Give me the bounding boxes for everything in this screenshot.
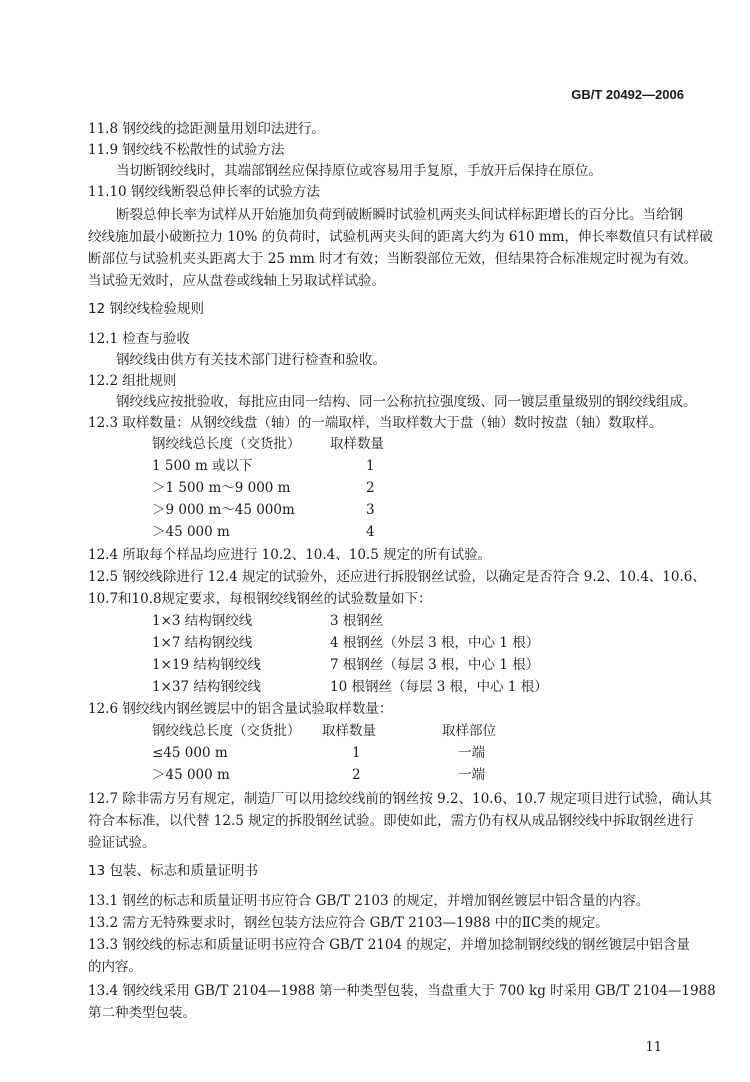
table-12-3-header-length: 钢绞线总长度（交货批） — [152, 436, 301, 452]
clause-11-9-title: 11.9 钢绞线不松散性的试验方法 — [88, 142, 285, 158]
clause-11-9-text: 当切断钢绞线时，其端部钢丝应保持原位或容易用手复原，手放开后保持在原位。 — [116, 163, 602, 179]
clause-12-1-text: 钢绞线由供方有关技术部门进行检查和验收。 — [116, 352, 386, 368]
table-row: 一端 — [458, 767, 485, 783]
section-13-heading: 13 包装、标志和质量证明书 — [88, 863, 258, 879]
standard-code: GB/T 20492—2006 — [571, 87, 684, 102]
clause-12-7-text-3: 验证试验。 — [88, 835, 156, 851]
table-row: 1×3 结构钢绞线 — [152, 613, 253, 629]
table-row: 1 — [366, 458, 375, 474]
table-row: 1×19 结构钢绞线 — [152, 657, 261, 673]
table-row: ＞45 000 m — [152, 524, 230, 540]
clause-11-10-text-4: 当试验无效时，应从盘卷或线轴上另取试样试验。 — [88, 273, 385, 289]
clause-12-7-text-1: 12.7 除非需方另有规定，制造厂可以用捻绞线前的钢丝按 9.2、10.6、10.7 规定项目进行试验，确认其 — [88, 791, 713, 807]
clause-12-5-text-1: 12.5 钢绞线除进行 12.4 规定的试验外，还应进行拆股钢丝试验，以确定是否符合 9.2、10.4、10.6、 — [88, 569, 706, 585]
table-12-6-header-position: 取样部位 — [442, 723, 496, 739]
clause-12-2-title: 12.2 组批规则 — [88, 373, 177, 389]
table-row: ＞9 000 m～45 000m — [152, 502, 295, 518]
clause-13-3-text-1: 13.3 钢绞线的标志和质量证明书应符合 GB/T 2104 的规定，并增加捻制钢绞线的钢丝镀层中铝含量 — [88, 937, 690, 953]
clause-12-3-text: 12.3 取样数量：从钢绞线盘（轴）的一端取样，当取样数大于盘（轴）数时按盘（轴）数取样。 — [88, 415, 663, 431]
section-12-heading: 12 钢绞线检验规则 — [88, 301, 204, 317]
clause-13-4-text-1: 13.4 钢绞线采用 GB/T 2104—1988 第一种类型包装，当盘重大于 700 kg 时采用 GB/T 2104—1988 — [88, 983, 716, 999]
table-12-3-header-count: 取样数量 — [330, 436, 384, 452]
table-row: ＞45 000 m — [152, 767, 230, 783]
table-row: 1 — [352, 745, 361, 761]
clause-12-6-text: 12.6 钢绞线内钢丝镀层中的铝含量试验取样数量： — [88, 701, 393, 717]
table-row: 一端 — [458, 745, 485, 761]
table-row: ≤45 000 m — [152, 745, 228, 761]
table-row: 4 根钢丝（外层 3 根，中心 1 根） — [330, 635, 540, 651]
clause-11-8: 11.8 钢绞线的捻距测量用划印法进行。 — [88, 121, 325, 137]
table-row: 2 — [352, 767, 361, 783]
page-number: 11 — [645, 1040, 662, 1055]
table-12-6-header-length: 钢绞线总长度（交货批） — [152, 723, 301, 739]
clause-11-10-text-3: 断部位与试验机夹头距离大于 25 mm 时才有效；当断裂部位无效，但结果符合标准规定时视为有效。 — [88, 251, 698, 267]
clause-12-7-text-2: 符合本标准，以代替 12.5 规定的拆股钢丝试验。即使如此，需方仍有权从成品钢绞线中拆取钢丝进行 — [88, 813, 694, 829]
table-row: 2 — [366, 480, 375, 496]
clause-11-10-text-2: 绞线施加最小破断拉力 10% 的负荷时，试验机两夹头间的距离大约为 610 mm，伸长率数值只有试样破 — [88, 229, 714, 245]
table-row: 10 根钢丝（每层 3 根，中心 1 根） — [330, 679, 548, 695]
clause-12-2-text: 钢绞线应按批验收，每批应由同一结构、同一公称抗拉强度级、同一镀层重量级别的钢绞线组成。 — [116, 394, 697, 410]
table-row: 1×37 结构钢绞线 — [152, 679, 261, 695]
table-row: 3 — [366, 502, 375, 518]
clause-13-2: 13.2 需方无特殊要求时，钢丝包装方法应符合 GB/T 2103—1988 中的ⅡC类的规定。 — [88, 915, 609, 931]
clause-11-10-title: 11.10 钢绞线断裂总伸长率的试验方法 — [88, 184, 320, 200]
table-12-6-header-count: 取样数量 — [322, 723, 376, 739]
clause-12-4: 12.4 所取每个样品均应进行 10.2、10.4、10.5 规定的所有试验。 — [88, 547, 492, 563]
clause-11-10-text-1: 断裂总伸长率为试样从开始施加负荷到破断瞬时试验机两夹头间试样标距增长的百分比。当给钢 — [116, 207, 683, 223]
clause-13-1: 13.1 钢丝的标志和质量证明书应符合 GB/T 2103 的规定，并增加钢丝镀层中铝含量的内容。 — [88, 893, 650, 909]
table-row: 3 根钢丝 — [330, 613, 384, 629]
clause-13-3-text-2: 的内容。 — [88, 959, 142, 975]
clause-12-1-title: 12.1 检查与验收 — [88, 331, 190, 347]
table-row: 1 500 m 或以下 — [152, 458, 253, 474]
clause-12-5-text-2: 10.7和10.8规定要求，每根钢绞线钢丝的试验数量如下： — [88, 591, 432, 607]
table-row: 1×7 结构钢绞线 — [152, 635, 253, 651]
clause-13-4-text-2: 第二种类型包装。 — [88, 1005, 196, 1021]
table-row: ＞1 500 m～9 000 m — [152, 480, 291, 496]
table-row: 4 — [366, 524, 375, 540]
table-row: 7 根钢丝（每层 3 根，中心 1 根） — [330, 657, 540, 673]
